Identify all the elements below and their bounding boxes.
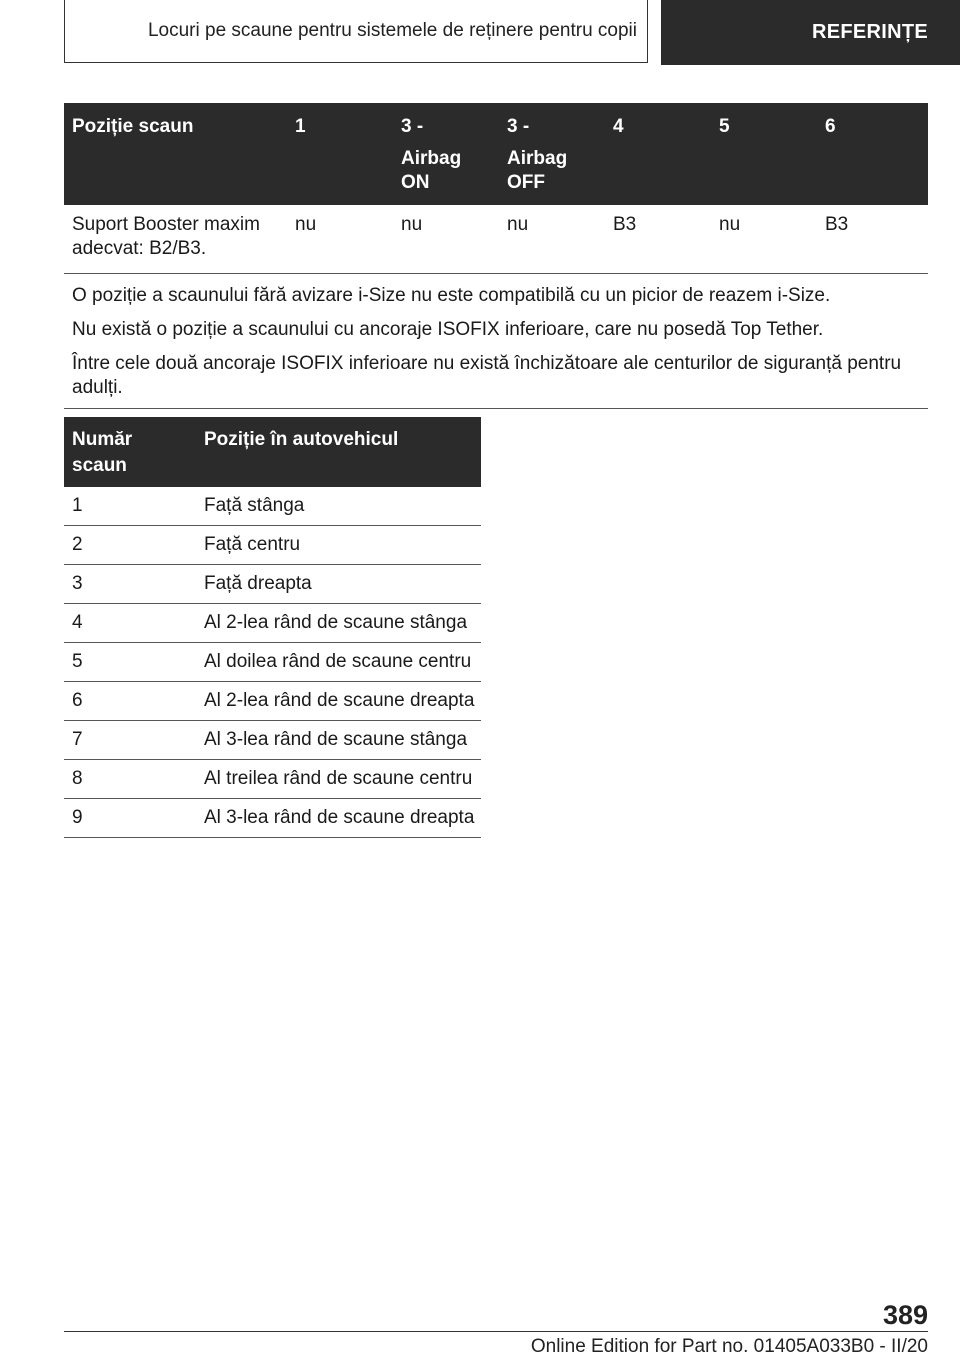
table-row xyxy=(64,565,481,604)
header-seat-4: 4 xyxy=(605,103,711,205)
edition-footer[interactable]: Online Edition for Part no. 01405A033B0 - II/20 xyxy=(530,1336,928,1357)
seat-number: 1 xyxy=(64,487,196,526)
table-row xyxy=(64,604,481,643)
seat-position-table xyxy=(64,103,928,409)
table-row xyxy=(64,682,481,721)
table-cell: B3 xyxy=(817,205,928,274)
note-paragraph: O poziție a scaunului fără avizare i-Size nu este compatibilă cu un picior de reazem i-Size. xyxy=(72,285,831,306)
row-label: Suport Booster maxim adecvat: B2/B3. xyxy=(64,205,287,274)
notes-row xyxy=(64,274,928,409)
seat-location: Față dreapta xyxy=(196,565,481,604)
table-row xyxy=(64,526,481,565)
page-header xyxy=(0,0,960,66)
table-cell: nu xyxy=(499,205,605,274)
seat-location: Al 3-lea rând de scaune dreapta xyxy=(196,799,481,838)
table-cell: nu xyxy=(287,205,393,274)
table-row xyxy=(64,721,481,760)
page-number: 389 xyxy=(882,1300,928,1330)
table-header-row xyxy=(64,103,928,205)
table-notes xyxy=(64,274,928,409)
table-row xyxy=(64,487,481,526)
seat-location: Față stânga xyxy=(196,487,481,526)
table-row xyxy=(64,799,481,838)
seat-location: Al doilea rând de scaune centru xyxy=(196,643,481,682)
seat-number: 4 xyxy=(64,604,196,643)
seat-number: 8 xyxy=(64,760,196,799)
header-seat-3-airbag-off: 3 - Airbag OFF xyxy=(499,103,605,205)
seat-number: 7 xyxy=(64,721,196,760)
header-seat-1: 1 xyxy=(287,103,393,205)
seat-number: 5 xyxy=(64,643,196,682)
header-seat-5: 5 xyxy=(711,103,817,205)
footer-divider xyxy=(64,1331,928,1332)
header-seat-3-airbag-on: 3 - Airbag ON xyxy=(393,103,499,205)
seat-number: 3 xyxy=(64,565,196,604)
table-row xyxy=(64,760,481,799)
table-cell: nu xyxy=(393,205,499,274)
table-header-row xyxy=(64,417,481,487)
note-paragraph: Între cele două ancoraje ISOFIX inferioare nu există închizătoare ale centurilor de siguranță pentru adulți. xyxy=(72,353,902,398)
table-cell: B3 xyxy=(605,205,711,274)
note-paragraph: Nu există o poziție a scaunului cu ancoraje ISOFIX inferioare, care nu posedă Top Tether. xyxy=(72,319,824,340)
chapter-tab[interactable]: REFERINȚE xyxy=(661,0,960,65)
section-title: Locuri pe scaune pentru sistemele de reținere pentru copii xyxy=(64,0,648,63)
table-cell: nu xyxy=(711,205,817,274)
header-seat-position: Poziție scaun xyxy=(64,103,287,205)
seat-location: Al 2-lea rând de scaune stânga xyxy=(196,604,481,643)
seat-number: 2 xyxy=(64,526,196,565)
header-seat-number: Număr scaun xyxy=(64,417,196,487)
table-row xyxy=(64,643,481,682)
seat-location: Al 2-lea rând de scaune dreapta xyxy=(196,682,481,721)
table-row xyxy=(64,205,928,274)
header-vehicle-position: Poziție în autovehicul xyxy=(196,417,481,487)
seat-number: 6 xyxy=(64,682,196,721)
seat-number: 9 xyxy=(64,799,196,838)
seat-location: Față centru xyxy=(196,526,481,565)
seat-location: Al treilea rând de scaune centru xyxy=(196,760,481,799)
seat-number-table xyxy=(64,417,481,838)
seat-location: Al 3-lea rând de scaune stânga xyxy=(196,721,481,760)
header-seat-6: 6 xyxy=(817,103,928,205)
